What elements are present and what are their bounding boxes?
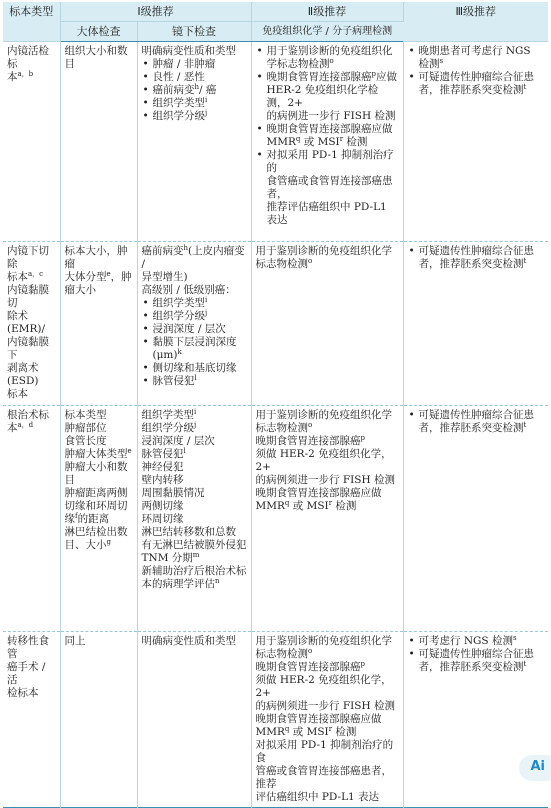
micro-cell: 明确病变性质和类型 (137, 632, 251, 808)
table-row (3, 406, 548, 632)
list-item: • 可疑遗传性肿瘤综合征患者，推荐胚系突变检测$^t$ (419, 648, 545, 674)
ihc-cell: 用于鉴别诊断的免疫组织化学 标志物检测$^o$ 晚期食管胃连接部腺癌$^p$ 须做 HER-2 免疫组织化学，2+ 的病例须进一步行 FISH 检测 晚期食管胃连接部腺癌应做 MMR$^q$ 或 MSI$^r$ 检测 (251, 406, 403, 632)
ihc-cell (251, 42, 403, 242)
list-item: • 组织学类型$^i$ (153, 97, 247, 110)
header-level1: Ⅰ级推荐 (60, 2, 251, 22)
gross-cell: 标本类型 肿瘤部位 食管长度 肿瘤大体类型$^e$ 肿瘤大小和数目 肿瘤距离两侧 切缘和环周切 缘$^f$的距离 淋巴结检出数 目、大小$^g$ (60, 406, 137, 632)
list-item: • 晚期食管胃连接部腺癌$^p$应做 HER-2 免疫组织化学检测，2+ 的病例进一步行 FISH 检测 (267, 71, 399, 123)
corner-logo (519, 755, 551, 781)
list-item: • 用于鉴别诊断的免疫组织化 学标志物检测$^o$ (267, 45, 399, 71)
ihc-cell: 用于鉴别诊断的免疫组织化学标志物检测$^o$ (251, 242, 403, 406)
micro-cell: 明确病变性质和类型 • 肿瘤 / 非肿瘤 • 良性 / 恶性 • 癌前病变$^h$/ 癌 • 组织学类型$^i$ • 组织学分级$^j$ (137, 42, 251, 242)
header-micro: 镜下检查 (137, 22, 251, 42)
ai-logo-icon: Ai (530, 759, 545, 774)
pathology-table (3, 2, 548, 808)
table-row (3, 242, 548, 406)
list-item: • 组织学分级$^j$ (153, 310, 247, 323)
level3-cell (403, 242, 548, 406)
micro-cell: 癌前病变$^h$(上皮内瘤变 / 异型增生) 高级别 / 低级别癌： • 组织学类型$^i$ • 组织学分级$^j$ • 浸润深度 / 层次 • 黏膜下层浸润深度$(\mu m)^k$ • 侧切缘和基底切缘 • 脉管侵犯$^l$ (137, 242, 251, 406)
list-item: • 组织学类型$^i$ (153, 297, 247, 310)
gross-cell: 同上 (60, 632, 137, 808)
micro-cell: 组织学类型$^i$ 组织学分级$^j$ 浸润深度 / 层次 脉管侵犯$^l$ 神经侵犯 壁内转移 周围黏膜情况 两侧切缘 环周切缘 淋巴结转移数和总数 有无淋巴结被膜外侵犯 TNM 分期$^m$ 新辅助治疗后根治术标 本的病理学评估$^n$ (137, 406, 251, 632)
specimen-type-cell: 转移性食管 癌手术 / 活 检标本 (3, 632, 60, 808)
specimen-type-cell: 根治术标 本$^{a,d}$ (3, 406, 60, 632)
list-item: • 晚期患者可考虑行 NGS 检测$^s$ (419, 45, 545, 71)
list-item: • 脉管侵犯$^l$ (153, 375, 247, 388)
table-row (3, 42, 548, 242)
list-item: • 可考虑行 NGS 检测$^s$ (419, 635, 545, 648)
list-item: • 浸润深度 / 层次 (153, 323, 247, 336)
specimen-type-cell: 内镜活检标 本$^{a,b}$ (3, 42, 60, 242)
header-specimen-type: 标本类型 (3, 2, 60, 42)
level3-cell (403, 42, 548, 242)
list-item: • 侧切缘和基底切缘 (153, 362, 247, 375)
list-item: • 癌前病变$^h$/ 癌 (153, 84, 247, 97)
specimen-type-cell: 内镜下切除 标本$^{a,c}$ 内镜黏膜切 除术(EMR)/ 内镜黏膜下 剥离术(ESD) 标本 (3, 242, 60, 406)
gross-cell: 组织大小和数 目 (60, 42, 137, 242)
gross-cell: 标本大小，肿瘤 大体分型$^e$，肿 瘤大小 (60, 242, 137, 406)
header-level2: Ⅱ级推荐 (251, 2, 403, 22)
level3-cell (403, 632, 548, 808)
ihc-cell: 用于鉴别诊断的免疫组织化学 标志物检测$^o$ 晚期食管胃连接部腺癌$^p$ 须做 HER-2 免疫组织化学，2+ 的病例须进一步行 FISH 检测 晚期食管胃连接部腺癌应做 MMR$^q$ 或 MSI$^r$ 检测 对拟采用 PD-1 抑制剂治疗的食 管癌或食管胃连接部癌患者，推荐 评估癌组织中 PD-L1 表达 (251, 632, 403, 808)
list-item: • 组织学分级$^j$ (153, 110, 247, 123)
header-level3: Ⅲ级推荐 (403, 2, 548, 42)
list-item: • 可疑遗传性肿瘤综合征患者，推荐胚系突变检测$^t$ (419, 245, 545, 271)
list-item: • 良性 / 恶性 (153, 71, 247, 84)
list-item: • 可疑遗传性肿瘤综合征患者，推荐胚系突变检测$^t$ (419, 409, 545, 435)
list-item: • 对拟采用 PD-1 抑制剂治疗的 食管癌或食管胃连接部癌患者， 推荐评估癌组织中 PD-L1 表达 (267, 149, 399, 227)
header-ihc: 免疫组织化学 / 分子病理检测 (251, 22, 403, 42)
list-item: • 可疑遗传性肿瘤综合征患者，推荐胚系突变检测$^t$ (419, 71, 545, 97)
list-item: • 肿瘤 / 非肿瘤 (153, 58, 247, 71)
table-row (3, 632, 548, 808)
list-item: • 晚期食管胃连接部腺癌应做 MMR$^q$ 或 MSI$^r$ 检测 (267, 123, 399, 149)
list-item: • 黏膜下层浸润深度$(\mu m)^k$ (153, 336, 247, 362)
header-gross: 大体检查 (60, 22, 137, 42)
level3-cell (403, 406, 548, 632)
